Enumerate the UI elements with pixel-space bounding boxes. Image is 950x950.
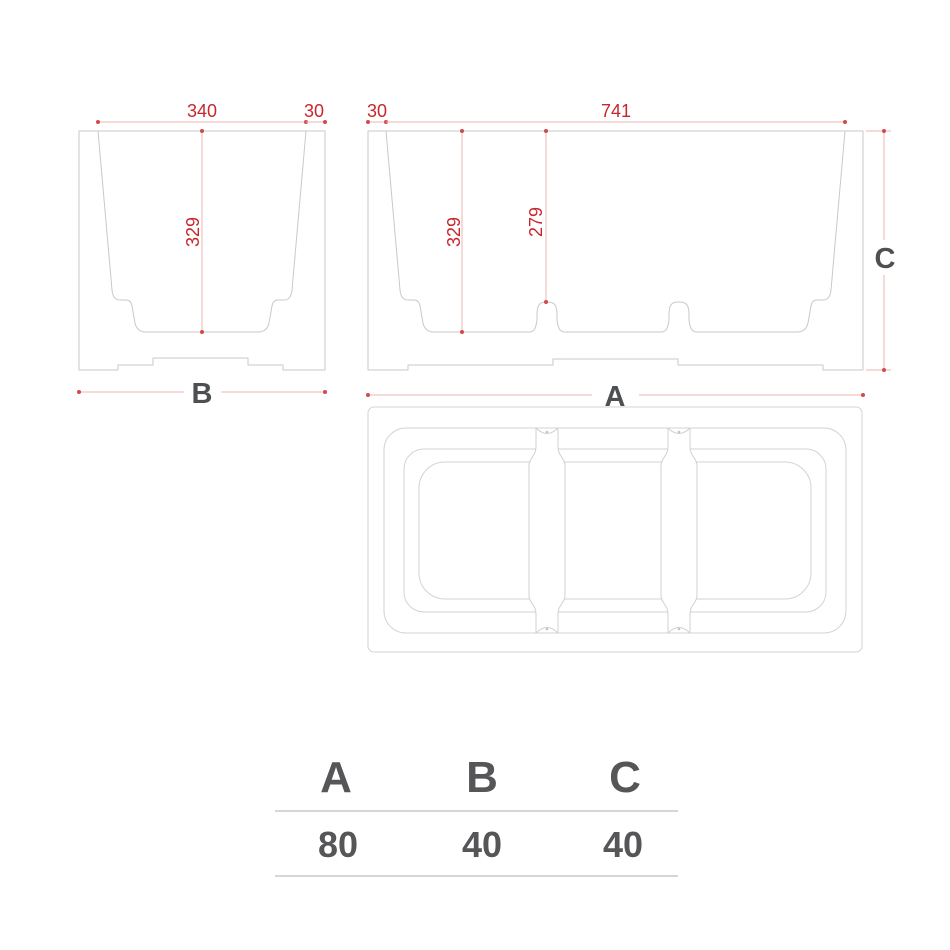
dim-front-hump-depth: [526, 129, 548, 304]
plan-view: [368, 407, 862, 652]
front-view-length-label: A: [604, 381, 626, 413]
dim-front-rim-offset-value: 30: [366, 101, 388, 121]
plan-outer-rim: [368, 407, 862, 652]
table-header-b: B: [466, 753, 498, 802]
plan-basin-floor-edge: [419, 462, 811, 599]
dim-end-rim-offset: [304, 101, 327, 124]
dim-end-depth-value: 329: [183, 216, 203, 248]
dim-front-top-length-value: 741: [600, 101, 632, 121]
plan-channel-left-top-dot: [546, 431, 549, 434]
plan-channel-left: [529, 428, 565, 633]
end-view: [77, 101, 327, 410]
front-view-height-label: C: [874, 243, 896, 275]
dim-front-overall-length: [366, 381, 865, 413]
front-view-outer-profile: [368, 131, 863, 370]
dim-front-overall-height: [866, 129, 896, 372]
plan-rim-inner-edge: [384, 428, 846, 633]
dim-front-top-length: [386, 101, 847, 124]
dim-front-hump-depth-value: 279: [526, 206, 546, 238]
dim-end-overall-width: [77, 378, 327, 410]
table-rule-top: [275, 810, 678, 812]
dim-end-top-width-value: 340: [186, 101, 218, 121]
table-value-a: 80: [317, 824, 359, 865]
plan-channel-right-top-dot: [678, 431, 681, 434]
end-view-width-label: B: [191, 378, 213, 410]
table-value-c: 40: [602, 824, 644, 865]
dim-end-depth: [183, 129, 204, 334]
dim-front-rim-offset: [366, 101, 388, 124]
plan-basin-top-edge: [404, 449, 826, 612]
dim-end-rim-offset-value: 30: [303, 101, 325, 121]
table-header-c: C: [609, 753, 641, 802]
dim-end-top-width: [96, 101, 308, 124]
table-rule-bottom: [275, 875, 678, 877]
plan-channel-right: [661, 428, 697, 633]
table-value-b: 40: [461, 824, 503, 865]
table-header-a: A: [320, 753, 352, 802]
dim-front-depth-value: 329: [444, 216, 464, 248]
plan-channel-right-bottom-dot: [678, 628, 681, 631]
plan-channel-left-bottom-dot: [546, 628, 549, 631]
front-view: [366, 101, 896, 413]
dim-front-depth: [444, 129, 464, 334]
